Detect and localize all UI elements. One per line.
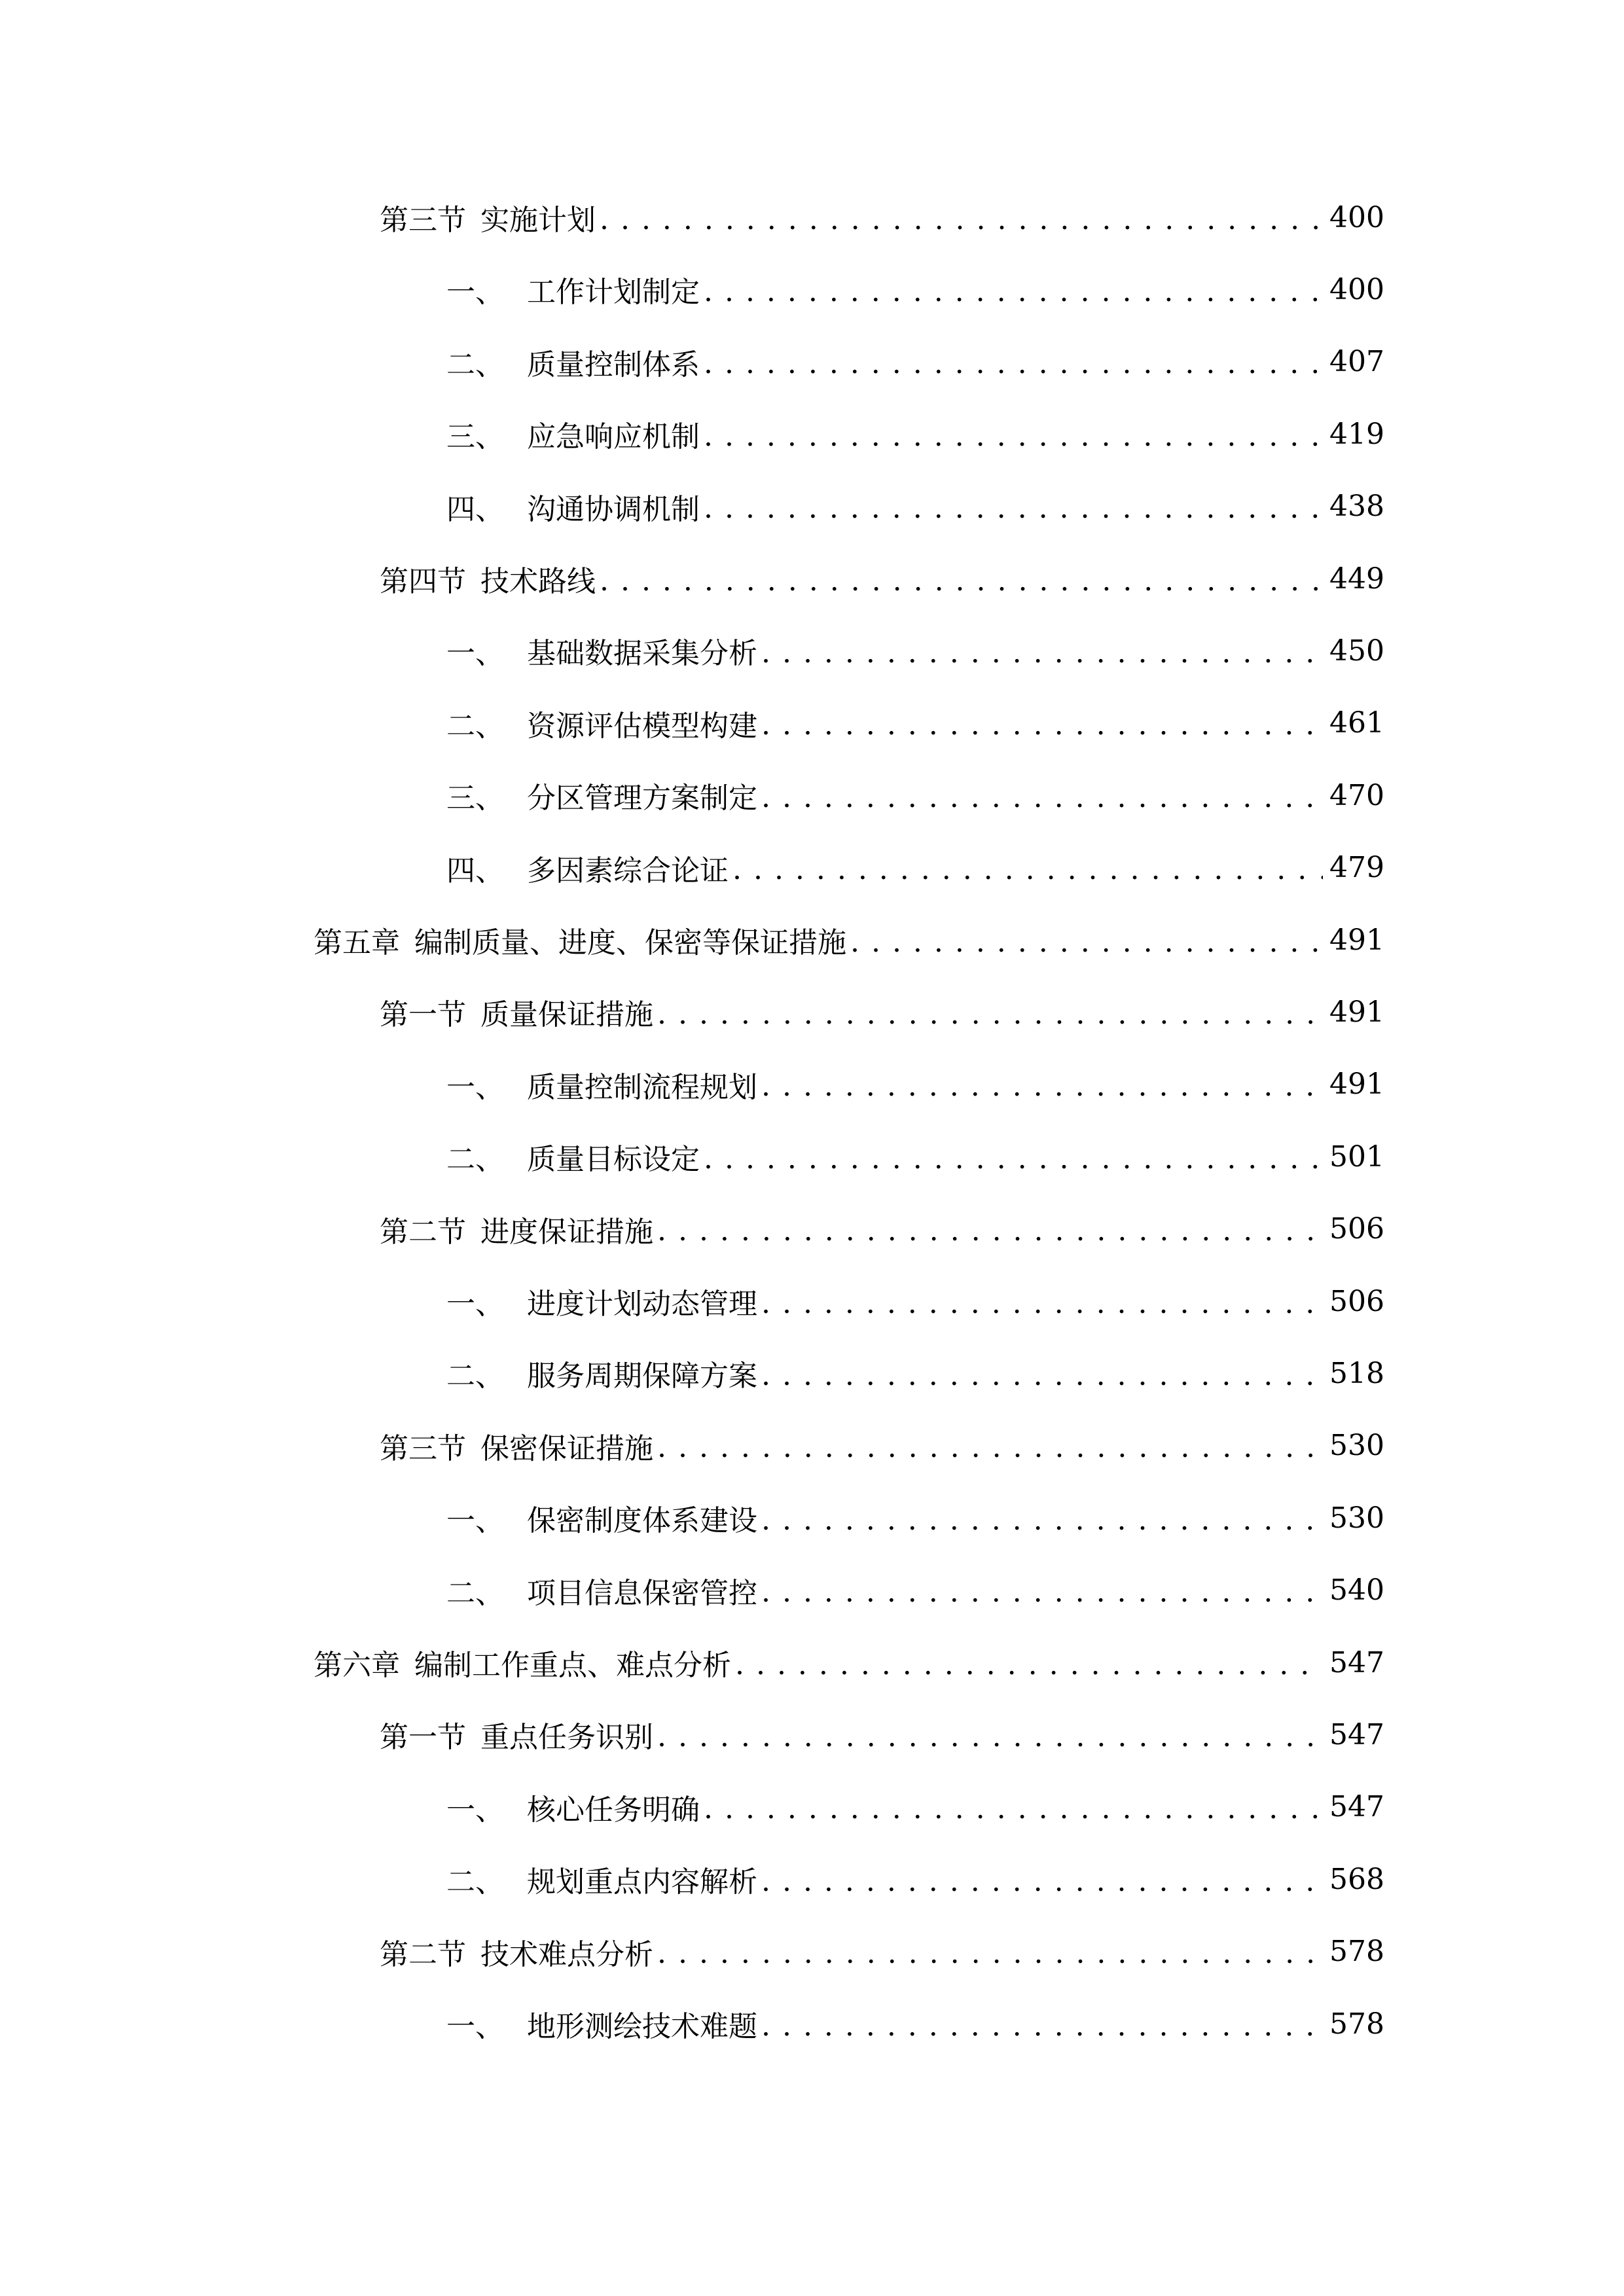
toc-entry-title: 技术路线 bbox=[480, 565, 596, 598]
toc-entry-title: 服务周期保障方案 bbox=[527, 1359, 757, 1393]
dot-leader bbox=[704, 416, 1323, 453]
toc-entry-label: 一、 bbox=[446, 2010, 504, 2043]
toc-entry[interactable] bbox=[446, 487, 1384, 526]
toc-entry[interactable] bbox=[446, 1498, 1384, 1537]
toc-entry-title: 多因素综合论证 bbox=[527, 853, 729, 888]
toc-entry-title: 技术难点分析 bbox=[480, 1937, 653, 1971]
toc-entry-label: 三、 bbox=[446, 420, 504, 454]
toc-entry-page: 501 bbox=[1329, 1139, 1384, 1174]
toc-entry[interactable] bbox=[314, 1643, 1384, 1682]
dot-leader bbox=[761, 1499, 1323, 1537]
toc-entry[interactable] bbox=[380, 198, 1384, 237]
toc-entry-label: 四、 bbox=[446, 853, 504, 888]
toc-entry-page: 449 bbox=[1329, 562, 1384, 596]
toc-entry-label: 二、 bbox=[446, 1576, 504, 1610]
toc-entry-label: 二、 bbox=[446, 1359, 504, 1393]
toc-entry-label: 二、 bbox=[446, 709, 504, 743]
toc-entry-page: 506 bbox=[1329, 1284, 1384, 1318]
toc-entry[interactable] bbox=[446, 1859, 1384, 1899]
toc-entry[interactable] bbox=[380, 1715, 1384, 1754]
dot-leader bbox=[761, 1571, 1323, 1609]
toc-entry-title: 规划重点内容解析 bbox=[527, 1865, 757, 1899]
toc-entry[interactable] bbox=[380, 1210, 1384, 1249]
toc-entry-title: 保密制度体系建设 bbox=[527, 1504, 757, 1538]
toc-entry[interactable] bbox=[380, 559, 1384, 598]
toc-entry-title: 编制质量、进度、保密等保证措施 bbox=[414, 926, 846, 960]
toc-entry-page: 450 bbox=[1329, 634, 1384, 668]
toc-entry-page: 506 bbox=[1329, 1212, 1384, 1246]
toc-entry-label: 一、 bbox=[446, 1504, 504, 1538]
toc-entry-label: 一、 bbox=[446, 1793, 504, 1827]
dot-leader bbox=[761, 632, 1323, 670]
toc-entry[interactable] bbox=[446, 270, 1384, 309]
toc-entry-page: 438 bbox=[1329, 490, 1384, 524]
toc-entry-label: 第四节 bbox=[380, 565, 466, 598]
dot-leader bbox=[600, 199, 1323, 236]
dot-leader bbox=[704, 1138, 1323, 1175]
toc-entry[interactable] bbox=[446, 776, 1384, 815]
dot-leader bbox=[761, 1283, 1323, 1320]
dot-leader bbox=[761, 777, 1323, 814]
toc-entry-label: 第六章 bbox=[314, 1649, 400, 1682]
toc-entry-page: 479 bbox=[1329, 851, 1384, 885]
toc-entry-title: 基础数据采集分析 bbox=[527, 637, 757, 671]
toc-entry-label: 第一节 bbox=[380, 1721, 466, 1755]
toc-entry-label: 第三节 bbox=[380, 1431, 466, 1465]
toc-entry-label: 第三节 bbox=[380, 204, 466, 237]
toc-entry[interactable] bbox=[446, 414, 1384, 454]
toc-entry-page: 419 bbox=[1329, 417, 1384, 451]
toc-entry[interactable] bbox=[446, 848, 1384, 888]
dot-leader bbox=[761, 1066, 1323, 1103]
dot-leader bbox=[657, 1716, 1323, 1753]
toc-entry[interactable] bbox=[446, 1065, 1384, 1104]
toc-entry-label: 一、 bbox=[446, 637, 504, 671]
dot-leader bbox=[657, 1427, 1323, 1464]
toc-entry-label: 二、 bbox=[446, 1865, 504, 1899]
dot-leader bbox=[704, 1788, 1323, 1825]
toc-entry-title: 重点任务识别 bbox=[480, 1721, 653, 1755]
toc-entry[interactable] bbox=[380, 1932, 1384, 1971]
toc-entry-title: 质量控制体系 bbox=[527, 348, 700, 382]
toc-entry-label: 第二节 bbox=[380, 1937, 466, 1971]
toc-entry-page: 578 bbox=[1329, 2007, 1384, 2041]
toc-entry-label: 一、 bbox=[446, 1070, 504, 1104]
toc-entry-title: 质量目标设定 bbox=[527, 1143, 700, 1177]
toc-entry-label: 第五章 bbox=[314, 926, 400, 960]
dot-leader bbox=[657, 994, 1323, 1031]
dot-leader bbox=[850, 922, 1323, 959]
toc-entry-title: 地形测绘技术难题 bbox=[527, 2010, 757, 2043]
dot-leader bbox=[761, 704, 1323, 742]
dot-leader bbox=[761, 1355, 1323, 1392]
toc-entry[interactable] bbox=[446, 1282, 1384, 1321]
toc-entry-title: 核心任务明确 bbox=[527, 1793, 700, 1827]
toc-entry-page: 568 bbox=[1329, 1862, 1384, 1896]
toc-entry-page: 547 bbox=[1329, 1790, 1384, 1824]
toc-entry[interactable] bbox=[380, 1426, 1384, 1465]
toc-entry-title: 分区管理方案制定 bbox=[527, 781, 757, 816]
toc-entry-page: 540 bbox=[1329, 1573, 1384, 1607]
toc-entry-label: 一、 bbox=[446, 276, 504, 310]
dot-leader bbox=[761, 2005, 1323, 2043]
toc-entry[interactable] bbox=[446, 1787, 1384, 1827]
toc-entry[interactable] bbox=[380, 992, 1384, 1031]
toc-entry[interactable] bbox=[446, 1137, 1384, 1176]
toc-entry-page: 491 bbox=[1329, 923, 1384, 957]
toc-entry[interactable] bbox=[446, 1571, 1384, 1610]
dot-leader bbox=[735, 1644, 1323, 1681]
toc-entry-page: 400 bbox=[1329, 272, 1384, 306]
toc-entry-title: 应急响应机制 bbox=[527, 420, 700, 454]
toc-entry-title: 资源评估模型构建 bbox=[527, 709, 757, 743]
toc-entry-title: 进度保证措施 bbox=[480, 1215, 653, 1249]
toc-entry-title: 编制工作重点、难点分析 bbox=[414, 1649, 731, 1682]
toc-entry-page: 407 bbox=[1329, 345, 1384, 379]
toc-entry-page: 470 bbox=[1329, 778, 1384, 812]
dot-leader bbox=[704, 343, 1323, 380]
toc-entry-label: 一、 bbox=[446, 1287, 504, 1321]
toc-entry-page: 547 bbox=[1329, 1645, 1384, 1679]
toc-entry-title: 项目信息保密管控 bbox=[527, 1576, 757, 1610]
dot-leader bbox=[600, 560, 1323, 598]
dot-leader bbox=[732, 849, 1323, 886]
toc-entry-label: 二、 bbox=[446, 348, 504, 382]
toc-entry-page: 400 bbox=[1329, 200, 1384, 234]
toc-entry-page: 530 bbox=[1329, 1501, 1384, 1535]
toc-entry-page: 547 bbox=[1329, 1717, 1384, 1751]
toc-entry-title: 质量控制流程规划 bbox=[527, 1070, 757, 1104]
toc-entry-title: 进度计划动态管理 bbox=[527, 1287, 757, 1321]
toc-entry[interactable] bbox=[446, 631, 1384, 670]
toc-entry-label: 第一节 bbox=[380, 998, 466, 1032]
toc-entry-title: 质量保证措施 bbox=[480, 998, 653, 1032]
dot-leader bbox=[704, 271, 1323, 308]
toc-entry[interactable] bbox=[446, 342, 1384, 382]
toc-entry-page: 461 bbox=[1329, 706, 1384, 740]
toc-entry-title: 工作计划制定 bbox=[527, 276, 700, 310]
toc-entry-title: 实施计划 bbox=[480, 204, 596, 237]
toc-entry[interactable] bbox=[446, 2004, 1384, 2043]
toc-entry-label: 四、 bbox=[446, 492, 504, 526]
dot-leader bbox=[761, 1861, 1323, 1898]
toc-entry-page: 530 bbox=[1329, 1429, 1384, 1463]
toc-entry-label: 二、 bbox=[446, 1143, 504, 1177]
toc-entry[interactable] bbox=[446, 1354, 1384, 1393]
toc-entry-page: 491 bbox=[1329, 1067, 1384, 1102]
dot-leader bbox=[657, 1210, 1323, 1247]
dot-leader bbox=[704, 488, 1323, 525]
toc-entry-label: 第二节 bbox=[380, 1215, 466, 1249]
toc-entry-page: 578 bbox=[1329, 1935, 1384, 1969]
dot-leader bbox=[657, 1933, 1323, 1970]
toc-entry[interactable] bbox=[446, 704, 1384, 743]
toc-entry-title: 保密保证措施 bbox=[480, 1431, 653, 1465]
toc-entry-page: 491 bbox=[1329, 995, 1384, 1029]
toc-entry-page: 518 bbox=[1329, 1356, 1384, 1390]
toc-entry-label: 三、 bbox=[446, 781, 504, 816]
toc-entry-title: 沟通协调机制 bbox=[527, 492, 700, 526]
toc-entry[interactable] bbox=[314, 920, 1384, 960]
